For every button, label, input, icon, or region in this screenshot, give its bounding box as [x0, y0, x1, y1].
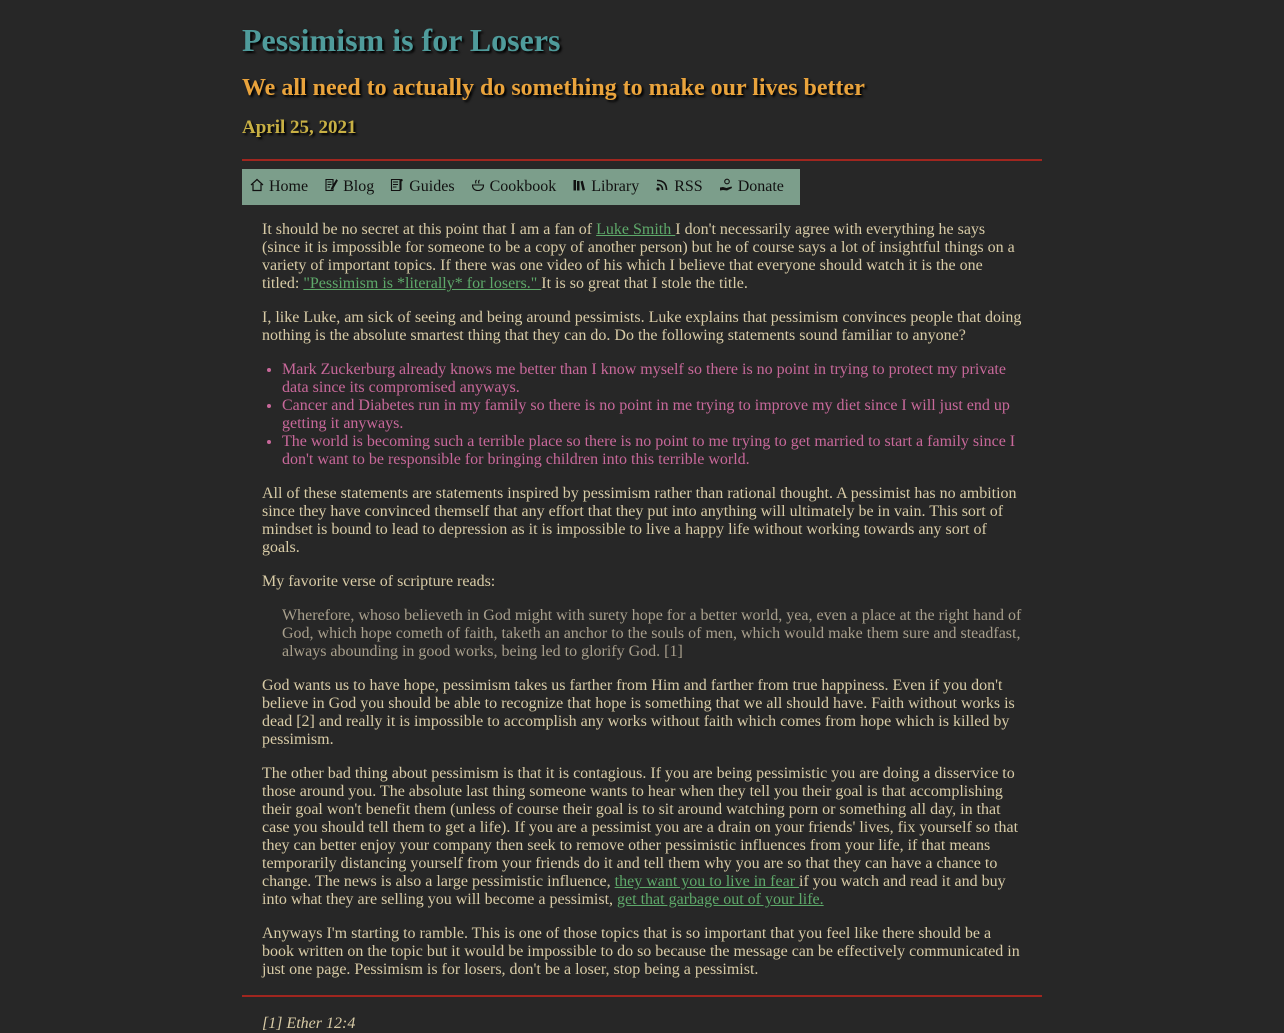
- pessimist-statements-list: [262, 361, 1022, 469]
- article-body: [242, 221, 1042, 979]
- cookbook-icon: [471, 178, 485, 192]
- nav-item-blog[interactable]: [324, 178, 374, 196]
- page: [242, 0, 1042, 1033]
- list-item: • Cancer and Diabetes run in my family so there is no point in me trying to improve my diet since I will just end up getting it anyways.: [282, 397, 1022, 433]
- library-icon: [572, 178, 586, 192]
- nav-label-library: Library: [591, 178, 640, 195]
- divider-top: [242, 159, 1042, 161]
- nav-item-home[interactable]: [250, 178, 308, 196]
- nav-item-library[interactable]: [572, 178, 639, 196]
- nav-item-rss[interactable]: [655, 178, 702, 196]
- luke-smith-link[interactable]: Luke Smith: [596, 221, 676, 238]
- paragraph-contagious: [262, 765, 1022, 909]
- garbage-out-link[interactable]: get that garbage out of your life.: [617, 891, 824, 908]
- nav-item-donate[interactable]: [719, 178, 784, 196]
- list-item: • The world is becoming such a terrible place so there is no point to me trying to get married to start a family since I don't want to be responsible for bringing children into this terrible world.: [282, 433, 1022, 469]
- paragraph-statements-explained: All of these statements are statements inspired by pessimism rather than rational thought. A pessimist has no ambition since they have convinced themself that any effort that they put into anything will ultimately be in vain. This sort of mindset is bound to lead to depression as it is impossible to live a happy life without working towards any sort of goals.: [262, 485, 1017, 556]
- text-span: It should be no secret at this point that I am a fan of: [262, 221, 597, 238]
- nav-label-cookbook: Cookbook: [489, 178, 557, 195]
- paragraph-ramble: Anyways I'm starting to ramble. This is one of those topics that is so important that you feel like there should be a book written on the topic but it would be impossible to do so because the message can be effectively communicated in just one page. Pessimism is for losers, don't be a loser, stop being a pessimist.: [262, 925, 1020, 978]
- nav-bar: [242, 169, 800, 205]
- home-icon: [250, 178, 264, 192]
- divider-bottom: [242, 995, 1042, 997]
- nav-label-rss: RSS: [674, 178, 703, 195]
- donate-icon: [719, 178, 733, 192]
- rss-icon: [655, 178, 669, 192]
- nav-label-donate: Donate: [737, 178, 784, 195]
- list-item: • Mark Zuckerburg already knows me better than I know myself so there is no point in trying to protect my private data since its compromised anyways.: [282, 361, 1022, 397]
- text-span: I don't necessarily agree with everything he says (since it is impossible for someone to be a copy of another person) but he of course says a lot of insightful things on a variety of important topics. If there was one video of his which I believe that everyone should watch it is the one titled:: [262, 221, 1015, 292]
- text-span: The other bad thing about pessimism is that it is contagious. If you are being pessimistic you are doing a disservice to those around you. The absolute last thing someone wants to hear when they tell you their goal is that accomplishing their goal won't benefit them (unless of course their goal is to sit around watching porn or something all day, in that case you should tell them to get a life). If you are a pessimist you are a drain on your friends' lives, fix yourself so that they can better enjoy your company then seek to remove other pessimistic influences from your life, if that means temporarily distancing yourself from your friends do it and tell them why you are so that they can have a chance to change. The news is also a large pessimistic influence,: [262, 765, 1019, 890]
- pessimism-video-link[interactable]: "Pessimism is *literally* for losers.": [303, 275, 542, 292]
- scripture-quote: Wherefore, whoso believeth in God might with surety hope for a better world, yea, even a place at the right hand of God, which hope cometh of faith, taketh an anchor to the souls of men, which would make them sure and steadfast, always abounding in good works, being led to glorify God. [1]: [282, 607, 1022, 660]
- nav-item-guides[interactable]: [390, 178, 454, 196]
- paragraph-favorite-verse: My favorite verse of scripture reads:: [262, 573, 496, 590]
- guides-icon: [390, 178, 404, 192]
- page-subtitle: We all need to actually do something to make our lives better: [242, 75, 865, 101]
- page-title: Pessimism is for Losers: [242, 22, 561, 58]
- live-in-fear-link[interactable]: they want you to live in fear: [614, 873, 800, 890]
- nav-label-home: Home: [269, 178, 309, 195]
- text-span: It is so great that I stole the title.: [541, 275, 748, 292]
- nav-label-guides: Guides: [409, 178, 455, 195]
- footnote-1: [1] Ether 12:4: [262, 1015, 356, 1032]
- post-date: April 25, 2021: [242, 117, 357, 138]
- text-span: if you watch and read it and buy into what they are selling you will become a pessimist,: [262, 873, 1006, 908]
- nav-label-blog: Blog: [343, 178, 375, 195]
- blog-icon: [324, 178, 338, 192]
- paragraph-sick-of-pessimists: I, like Luke, am sick of seeing and being around pessimists. Luke explains that pessimism convinces people that doing nothing is the absolute smartest thing that they can do. Do the following statements sound familiar to anyone?: [262, 309, 1022, 344]
- nav-item-cookbook[interactable]: [471, 178, 557, 196]
- paragraph-intro: [262, 221, 1022, 293]
- paragraph-god-wants-hope: God wants us to have hope, pessimism takes us farther from Him and farther from true happiness. Even if you don't believe in God you should be able to recognize that hope is something that we all should have. Faith without works is dead [2] and really it is impossible to accomplish any works without faith which comes from hope which is killed by pessimism.: [262, 677, 1015, 748]
